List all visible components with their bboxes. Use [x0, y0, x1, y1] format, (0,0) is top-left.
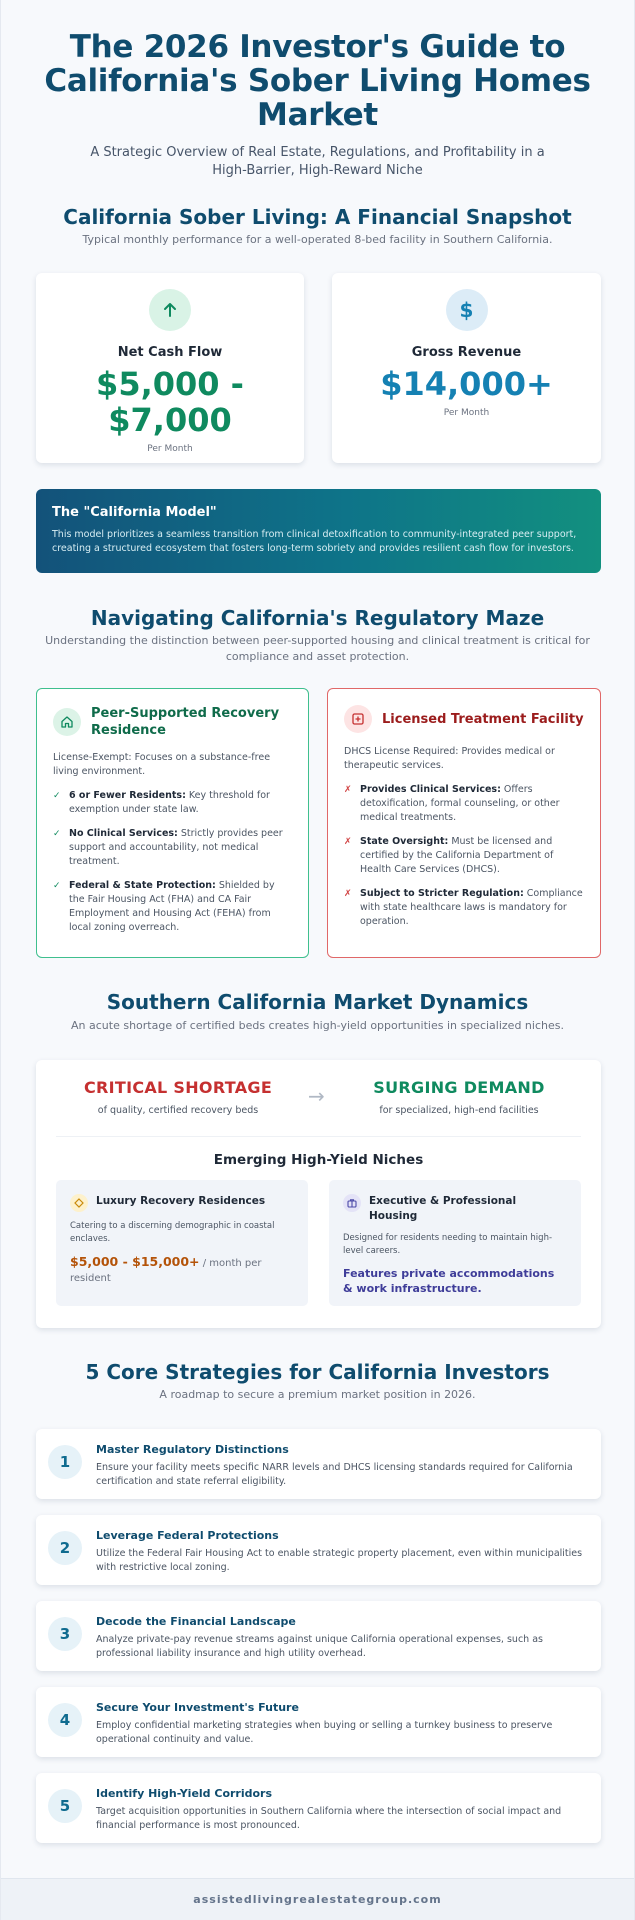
market-subtitle: An acute shortage of certified beds creates high-yield opportunities in specialized niches. [71, 1019, 564, 1032]
item-text: Offers detoxification, formal counseling, or other medical treatments. [360, 784, 560, 823]
executive-niche-card [329, 1180, 581, 1306]
diamond-icon [70, 1194, 88, 1212]
california-model-title: The "California Model" [52, 505, 217, 520]
medical-plus-icon [344, 705, 372, 733]
strategy-title: Leverage Federal Protections [96, 1529, 279, 1542]
strategy-number: 3 [48, 1617, 82, 1651]
luxury-price-value: $5,000 - $15,000+ [70, 1254, 200, 1269]
list-item [344, 887, 584, 929]
item-text: Strictly provides peer support and accountability, not medical treatment. [69, 828, 283, 867]
list-item [53, 827, 292, 869]
critical-shortage-text: of quality, certified recovery beds [97, 1105, 259, 1116]
gross-revenue-label: Gross Revenue [411, 345, 522, 360]
item-heading: Subject to Stricter Regulation: [360, 888, 524, 899]
surging-demand-title: SURGING DEMAND [373, 1078, 545, 1097]
california-model-text: This model prioritizes a seamless transition from clinical detoxification to community-integrated peer support, creating a structured ecosystem that fosters long-term sobriety and provides resilient cash flow for investors. [52, 529, 577, 554]
luxury-niche-text: Catering to a discerning demographic in coastal enclaves. [70, 1221, 275, 1244]
strategy-text: Target acquisition opportunities in Southern California where the intersection of social impact and financial performance is most pronounced. [96, 1806, 562, 1831]
licensed-treatment-title: Licensed Treatment Facility [382, 711, 584, 727]
critical-shortage-block [58, 1078, 298, 1116]
list-item [53, 879, 292, 935]
strategy-card-5 [36, 1773, 601, 1843]
strategy-number: 4 [48, 1703, 82, 1737]
snapshot-title: California Sober Living: A Financial Snapshot [63, 205, 572, 229]
strategy-card-1 [36, 1429, 601, 1499]
strategy-text: Employ confidential marketing strategies when buying or selling a turnkey business to preserve operational continuity and value. [96, 1720, 553, 1745]
item-heading: Federal & State Protection: [69, 880, 216, 891]
hero-section [21, 30, 614, 180]
market-dynamics-card [36, 1060, 601, 1328]
briefcase-icon [343, 1194, 361, 1212]
strategy-number: 5 [48, 1789, 82, 1823]
footer-website-link[interactable]: assistedlivingrealestategroup.com [193, 1893, 442, 1906]
regulatory-title: Navigating California's Regulatory Maze [90, 606, 545, 630]
arrow-right-icon: → [308, 1084, 325, 1108]
arrow-up-icon [149, 289, 191, 331]
item-heading: 6 or Fewer Residents: [69, 790, 186, 801]
surging-demand-text: for specialized, high-end facilities [379, 1105, 539, 1116]
item-text: Key threshold for exemption under state law. [69, 790, 270, 815]
item-heading: No Clinical Services: [69, 828, 178, 839]
item-text: Compliance with state healthcare laws is mandatory for operation. [360, 888, 583, 927]
footer [1, 1878, 634, 1920]
list-item [53, 789, 292, 817]
luxury-niche-card [56, 1180, 308, 1306]
licensed-treatment-intro: DHCS License Required: Provides medical or therapeutic services. [344, 746, 555, 771]
strategy-number: 2 [48, 1531, 82, 1565]
cross-icon: ✗ [344, 837, 352, 847]
gross-revenue-card [332, 273, 601, 463]
item-heading: State Oversight: [360, 836, 449, 847]
critical-shortage-title: CRITICAL SHORTAGE [83, 1078, 273, 1097]
net-cash-flow-card [36, 273, 304, 463]
strategy-title: Identify High-Yield Corridors [96, 1787, 273, 1800]
strategy-card-4 [36, 1687, 601, 1757]
luxury-niche-title: Luxury Recovery Residences [96, 1195, 266, 1207]
surging-demand-block [339, 1078, 579, 1116]
check-icon: ✓ [53, 829, 61, 839]
net-cash-flow-period: Per Month [147, 444, 193, 454]
strategy-title: Decode the Financial Landscape [96, 1615, 296, 1628]
peer-supported-card [36, 688, 309, 958]
strategy-text: Ensure your facility meets specific NARR levels and DHCS licensing standards required for California certification and state referral eligibility. [96, 1462, 573, 1487]
california-model-banner [36, 489, 601, 573]
dollar-icon: $ [446, 289, 488, 331]
strategies-title: 5 Core Strategies for California Investors [85, 1360, 550, 1384]
cross-icon: ✗ [344, 785, 352, 795]
executive-niche-title: Executive & Professional Housing [369, 1195, 517, 1222]
list-item [344, 835, 584, 877]
cross-icon: ✗ [344, 889, 352, 899]
gross-revenue-value: $14,000+ [380, 365, 553, 403]
item-text: Must be licensed and certified by the California Department of Health Care Services (DHCS). [360, 836, 554, 875]
gross-revenue-period: Per Month [443, 408, 490, 418]
page-subtitle: A Strategic Overview of Real Estate, Regulations, and Profitability in a High-Barrier, High-Reward Niche [90, 145, 545, 178]
check-icon: ✓ [53, 881, 61, 891]
list-item [344, 783, 584, 825]
strategy-number: 1 [48, 1445, 82, 1479]
divider [56, 1136, 581, 1137]
luxury-niche-price [70, 1254, 294, 1286]
net-cash-flow-label: Net Cash Flow [117, 345, 223, 360]
niches-title: Emerging High-Yield Niches [213, 1152, 424, 1168]
executive-niche-feature: Features private accommodations & work infrastructure. [343, 1267, 555, 1295]
licensed-treatment-card [327, 688, 601, 958]
home-icon [53, 708, 81, 736]
strategies-subtitle: A roadmap to secure a premium market position in 2026. [159, 1388, 476, 1401]
strategy-title: Master Regulatory Distinctions [96, 1443, 289, 1456]
luxury-price-note: / month per resident [70, 1258, 262, 1284]
page-title: The 2026 Investor's Guide to California's Sober Living Homes Market [44, 29, 591, 133]
peer-supported-title: Peer-Supported Recovery Residence [91, 706, 280, 738]
peer-supported-intro: License-Exempt: Focuses on a substance-free living environment. [53, 752, 271, 777]
item-heading: Provides Clinical Services: [360, 784, 501, 795]
executive-niche-text: Designed for residents needing to maintain high-level careers. [343, 1233, 553, 1256]
snapshot-subtitle: Typical monthly performance for a well-operated 8-bed facility in Southern California. [82, 233, 553, 246]
strategy-card-3 [36, 1601, 601, 1671]
strategy-title: Secure Your Investment's Future [96, 1701, 299, 1714]
check-icon: ✓ [53, 791, 61, 801]
strategy-text: Analyze private-pay revenue streams against unique California operational expenses, such as professional liability insurance and high utility overhead. [96, 1634, 543, 1659]
item-text: Shielded by the Fair Housing Act (FHA) and CA Fair Employment and Housing Act (FEHA) from local zoning overreach. [69, 880, 275, 933]
strategy-card-2 [36, 1515, 601, 1585]
regulatory-subtitle: Understanding the distinction between peer-supported housing and clinical treatment is critical for compliance and asset protection. [45, 634, 590, 663]
strategy-text: Utilize the Federal Fair Housing Act to enable strategic property placement, even within municipalities with restrictive local zoning. [96, 1548, 583, 1573]
market-title: Southern California Market Dynamics [106, 990, 529, 1014]
net-cash-flow-value: $5,000 - $7,000 [96, 365, 244, 439]
